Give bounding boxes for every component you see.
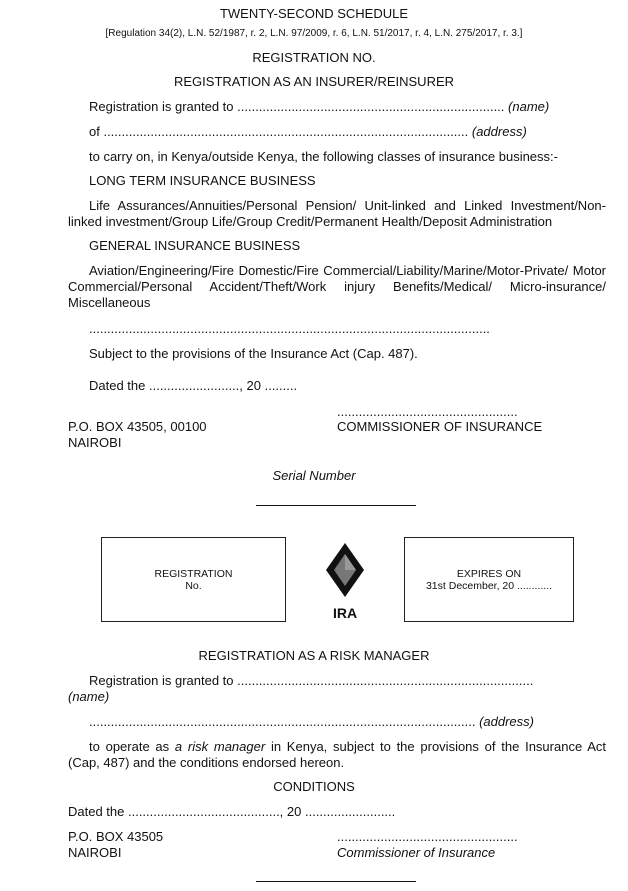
rm-address-dots: ...........................................................................................................: [89, 714, 480, 729]
address-label: (address): [471, 124, 527, 139]
subject-to-text: Subject to the provisions of the Insurance Act (Cap. 487).: [89, 346, 418, 361]
rm-address-line: [89, 714, 534, 729]
rm-granted-to-text: Registration is granted to ..................................................................................: [89, 673, 534, 688]
schedule-title: TWENTY-SECOND SCHEDULE: [219, 6, 409, 21]
rm-signature-line: ..................................................: [337, 829, 518, 844]
rm-operate-paragraph: [68, 739, 606, 771]
expires-box: [404, 537, 574, 622]
expires-label: EXPIRES ON: [456, 567, 522, 580]
signature-line: ..................................................: [337, 404, 518, 419]
po-box: P.O. BOX 43505, 00100: [68, 419, 207, 434]
rm-name-label: (name): [68, 689, 110, 704]
insurer-heading: REGISTRATION AS AN INSURER/REINSURER: [173, 74, 455, 89]
registration-no-label: No.: [185, 579, 202, 592]
long-term-classes: Life Assurances/Annuities/Personal Pension/ Unit-linked and Linked Investment/Non-linked investment/Group Life/Group Credit/Permanent Health/Deposit Administration: [68, 198, 606, 229]
granted-to-text: Registration is granted to ..........................................................................: [89, 99, 509, 114]
carry-on-text: to carry on, in Kenya/outside Kenya, the following classes of insurance business:-: [89, 149, 558, 164]
serial-number-rule: [256, 505, 416, 506]
serial-number-label: Serial Number: [272, 468, 356, 483]
rm-dated-line: Dated the .........................................., 20 .........................: [68, 804, 396, 819]
rm-commissioner-title: Commissioner of Insurance: [337, 845, 496, 860]
name-label: (name): [508, 99, 550, 114]
address-line: [89, 124, 527, 139]
expires-date: 31st December, 20 ............: [425, 579, 553, 592]
registration-no-title: REGISTRATION NO.: [252, 50, 376, 65]
general-heading: GENERAL INSURANCE BUSINESS: [89, 238, 301, 253]
ira-logo: [318, 540, 372, 620]
general-classes: Aviation/Engineering/Fire Domestic/Fire Commercial/Liability/Marine/Motor-Private/ Motor Commercial/Personal Accident/Theft/Work injury Benefits/Medical/ Micro-insurance/ Miscellaneous: [68, 263, 606, 310]
bottom-rule: [256, 881, 416, 882]
registration-box: [101, 537, 286, 622]
rm-address-label: (address): [479, 714, 534, 729]
city: NAIROBI: [68, 435, 122, 450]
dotted-line: ...............................................................................................................: [89, 321, 490, 336]
rm-po-box: P.O. BOX 43505: [68, 829, 164, 844]
rm-city: NAIROBI: [68, 845, 122, 860]
ira-logo-text: IRA: [332, 605, 358, 621]
ira-logo-icon: [318, 540, 372, 600]
conditions-heading: CONDITIONS: [273, 779, 355, 794]
dated-line: Dated the ........................., 20 .........: [89, 378, 298, 393]
granted-to-line: [89, 99, 549, 114]
rm-operate-ital: a risk manager: [174, 739, 266, 754]
registration-label: REGISTRATION: [154, 567, 233, 580]
of-text: of .....................................................................................................: [89, 124, 472, 139]
rm-operate-pre: to operate as: [89, 739, 175, 754]
long-term-heading: LONG TERM INSURANCE BUSINESS: [89, 173, 316, 188]
regulation-reference: [Regulation 34(2), L.N. 52/1987, r. 2, L.N. 97/2009, r. 6, L.N. 51/2017, r. 4, L.N. 275/2017, r. 3.]: [105, 28, 523, 39]
risk-manager-heading: REGISTRATION AS A RISK MANAGER: [198, 648, 430, 663]
rm-operate-post: in Kenya, subject to the provisions of the Insurance Act (Cap, 487) and the conditions endorsed hereon.: [68, 739, 606, 770]
commissioner-title: COMMISSIONER OF INSURANCE: [337, 419, 543, 434]
